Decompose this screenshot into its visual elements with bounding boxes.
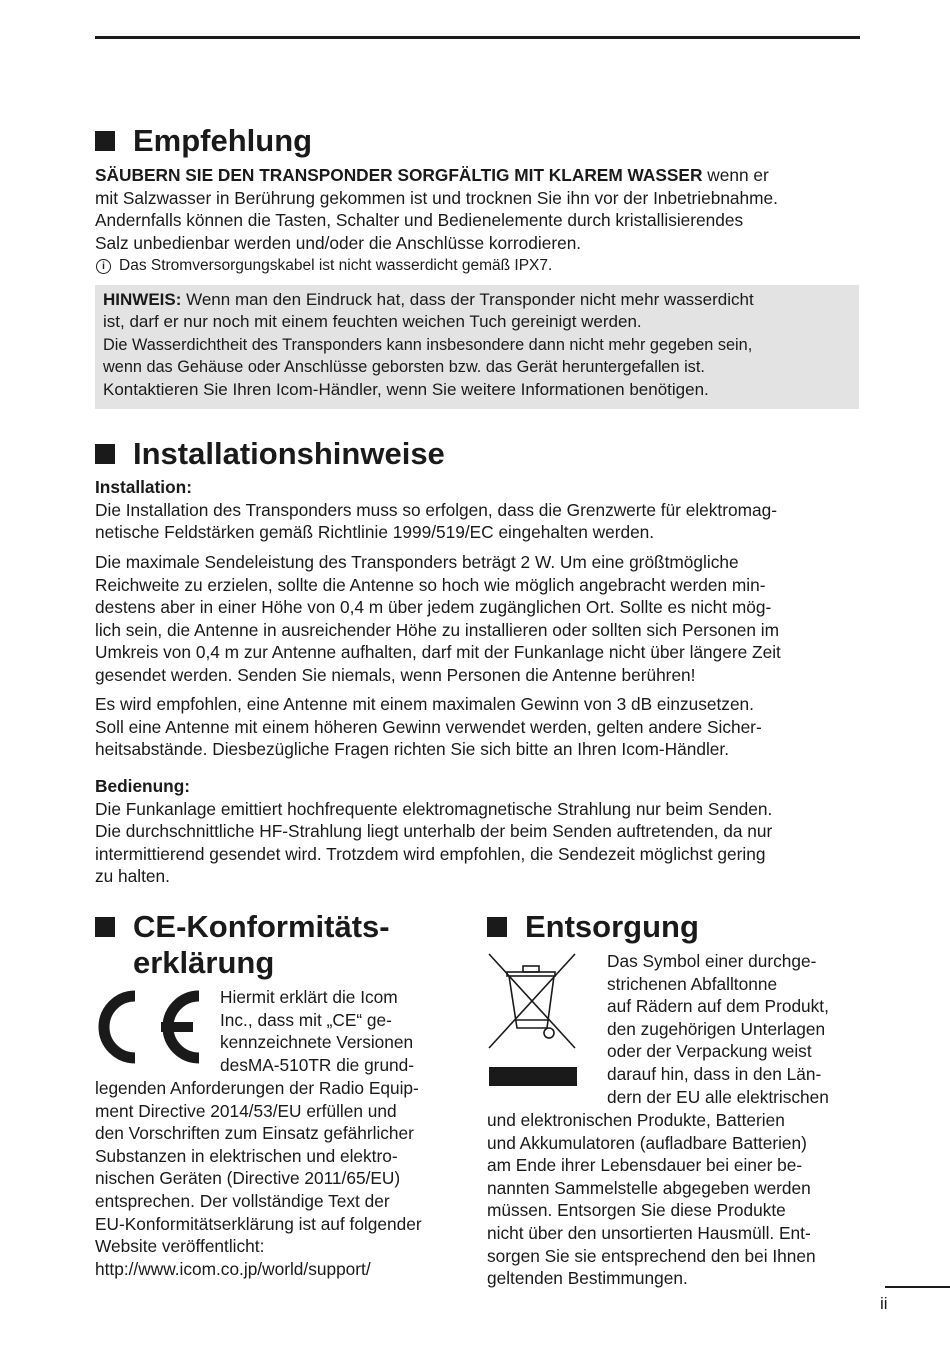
section-title-ce: CE-Konformitäts- erklärung xyxy=(95,909,390,981)
hinweis-label: HINWEIS: xyxy=(103,290,182,309)
entsorgung-text-bottom: und elektronischen Produkte, Batterien und Akkumulatoren (aufladbare Batterien) am Ende ihrer Lebensdauer bei einer be- nannten Sammelstelle abgegeben werden müssen. Entsorgen Sie diese Produkte nicht über den unsortierten Hausmüll. Ent- sorgen Sie sie entsprechend den bei Ihnen geltenden Bestimmungen. xyxy=(487,1110,816,1289)
section-title-empfehlung: Empfehlung xyxy=(95,123,312,159)
section-title-entsorgung: Entsorgung xyxy=(487,909,699,945)
ce-text-top: Hiermit erklärt die Icom Inc., dass mit „CE“ ge- kennzeichnete Versionen desMA-510TR die grund- xyxy=(220,987,415,1075)
page-number: ii xyxy=(880,1294,888,1313)
installation-paragraph-1: Installation: Die Installation des Transponders muss so erfolgen, dass die Grenzwerte für elektromag- netische Feldstärken gemäß Richtlinie 1999/519/EC eingehalten werden. xyxy=(95,477,777,543)
empfehlung-text: SÄUBERN SIE DEN TRANSPONDER SORGFÄLTIG MIT KLAREM WASSER wenn er mit Salzwasser in Berührung gekommen ist und trocknen Sie ihn vor der Inbetriebnahme. Andernfalls können die Tasten, Schalter und Bedienelemente durch kristallisierendes Salz unbedienbar werden und/oder die Anschlüsse korrodieren. xyxy=(95,165,778,253)
installation-paragraph-3: Es wird empfohlen, eine Antenne mit einem maximalen Gewinn von 3 dB einzusetzen. Soll eine Antenne mit einem höheren Gewinn verwendet werden, gelten andere Sicher- heitsabstände. Diesbezügliche Fragen richten Sie sich bitte an Ihren Icom-Händler. xyxy=(95,694,762,760)
top-rule xyxy=(95,36,860,39)
ce-mark-icon xyxy=(95,986,207,1068)
section-square-icon xyxy=(487,917,507,937)
page-number-rule xyxy=(885,1286,950,1288)
crossed-out-wheelie-bin-icon xyxy=(487,950,579,1090)
info-circle-icon: i xyxy=(96,259,111,274)
hinweis-box: HINWEIS: Wenn man den Eindruck hat, dass der Transponder nicht mehr wasserdicht ist, darf er nur noch mit einem feuchten weichen Tuch gereinigt werden. Die Wasserdichtheit des Transponders kann insbesondere dann nicht mehr gegeben sein, wenn das Gehäuse oder Anschlüsse geborsten bzw. das Gerät heruntergefallen ist. Kontaktieren Sie Ihren Icom-Händler, wenn Sie weitere Informationen benötigen. xyxy=(95,285,859,409)
installation-paragraph-2: Die maximale Sendeleistung des Transponders beträgt 2 W. Um eine größtmögliche Reichweite zu erzielen, sollte die Antenne so hoch wie möglich angebracht werden min- destens aber in einer Höhe von 0,4 m über jedem zugänglichen Ort. Sollte es nicht mög- lich sein, die Antenne in ausreichender Höhe zu installieren oder sollten sich Personen im Umkreis von 0,4 m zur Antenne aufhalten, darf mit der Funkanlage nicht über längere Zeit gesendet werden. Senden Sie niemals, wenn Personen die Antenne berühren! xyxy=(95,552,781,685)
section-square-icon xyxy=(95,444,115,464)
section-title-installation: Installationshinweise xyxy=(95,436,445,472)
ce-text-bottom: legenden Anforderungen der Radio Equip- ment Directive 2014/53/EU erfüllen und den Vorschriften zum Einsatz gefährlicher Substanzen in elektrischen und elektro- nischen Geräten (Directive 2011/65/EU) entsprechen. Der vollständige Text der EU-Konformitätserklärung ist auf folgender Website veröffentlicht: http://www.icom.co.jp/world/support/ xyxy=(95,1078,422,1279)
entsorgung-text-top: Das Symbol einer durchge- strichenen Abfalltonne auf Rädern auf dem Produkt, den zugehörigen Unterlagen oder der Verpackung weist darauf hin, dass in den Län- dern der EU alle elektrischen xyxy=(607,951,829,1107)
subheading-installation: Installation: xyxy=(95,477,192,497)
note: i Das Stromversorgungskabel ist nicht wasserdicht gemäß IPX7. xyxy=(95,256,552,276)
section-square-icon xyxy=(95,131,115,151)
installation-paragraph-4: Bedienung: Die Funkanlage emittiert hochfrequente elektromagnetische Strahlung nur beim Senden. Die durchschnittliche HF-Strahlung liegt unterhalb der beim Senden auftretenden, da nur intermittierend gesendet wird. Trotzdem wird empfohlen, die Sendezeit möglichst gering zu halten. xyxy=(95,776,773,887)
empfehlung-lead-bold: SÄUBERN SIE DEN TRANSPONDER SORGFÄLTIG MIT KLAREM WASSER xyxy=(95,165,703,185)
section-square-icon xyxy=(95,917,115,937)
subheading-bedienung: Bedienung: xyxy=(95,776,191,796)
